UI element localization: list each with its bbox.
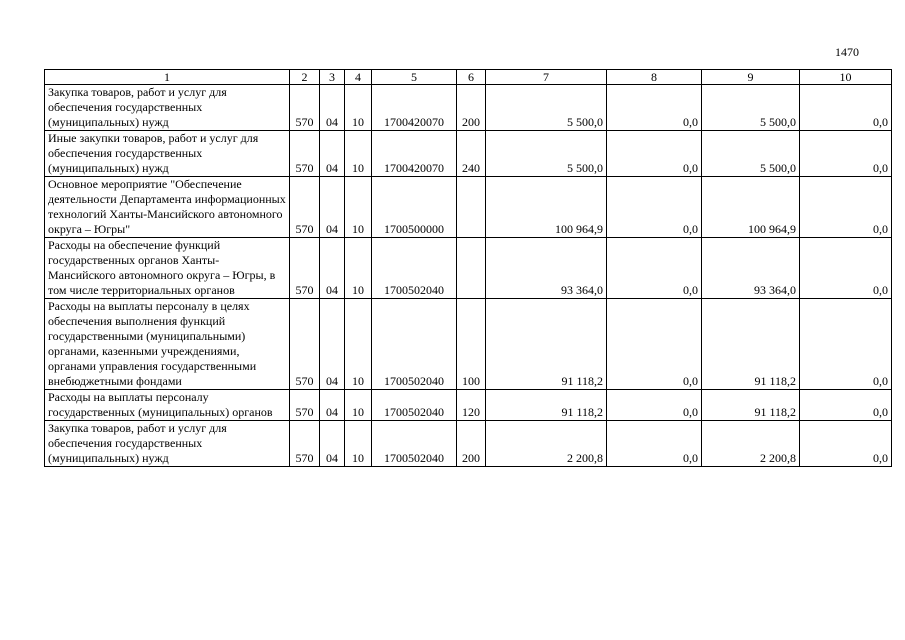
- cell-col10: 0,0: [800, 85, 892, 131]
- cell-col2: 570: [290, 299, 320, 390]
- cell-col7: 2 200,8: [486, 421, 607, 467]
- cell-col8: 0,0: [607, 131, 702, 177]
- row-name: Расходы на выплаты персоналу в целях обеспечения выполнения функций государственными (муниципальными) органами, казенными учреждениями, органами управления государственными внебюджетными фондами: [45, 299, 290, 390]
- header-row: [45, 70, 892, 85]
- row-name: Закупка товаров, работ и услуг для обеспечения государственных (муниципальных) нужд: [45, 85, 290, 131]
- cell-col5: 1700500000: [372, 177, 457, 238]
- cell-col7: 5 500,0: [486, 85, 607, 131]
- cell-col4: 10: [345, 421, 372, 467]
- cell-col10: 0,0: [800, 238, 892, 299]
- cell-col5: 1700420070: [372, 85, 457, 131]
- cell-col6: 200: [457, 421, 486, 467]
- col-header: 1: [45, 70, 290, 85]
- col-header: 7: [486, 70, 607, 85]
- cell-col8: 0,0: [607, 421, 702, 467]
- cell-col4: 10: [345, 131, 372, 177]
- cell-col6: 240: [457, 131, 486, 177]
- cell-col2: 570: [290, 177, 320, 238]
- cell-col8: 0,0: [607, 85, 702, 131]
- cell-col3: 04: [320, 238, 345, 299]
- cell-col8: 0,0: [607, 299, 702, 390]
- row-name: Иные закупки товаров, работ и услуг для обеспечения государственных (муниципальных) нужд: [45, 131, 290, 177]
- cell-col5: 1700502040: [372, 390, 457, 421]
- row-name: Расходы на обеспечение функций государственных органов Ханты-Мансийского автономного округа – Югры, в том числе территориальных органов: [45, 238, 290, 299]
- cell-col8: 0,0: [607, 238, 702, 299]
- cell-col4: 10: [345, 299, 372, 390]
- cell-col9: 93 364,0: [702, 238, 800, 299]
- table-row: [45, 238, 892, 299]
- cell-col9: 91 118,2: [702, 299, 800, 390]
- col-header: 3: [320, 70, 345, 85]
- table-row: [45, 421, 892, 467]
- cell-col4: 10: [345, 390, 372, 421]
- col-header: 4: [345, 70, 372, 85]
- cell-col7: 91 118,2: [486, 390, 607, 421]
- cell-col6: [457, 238, 486, 299]
- cell-col6: 120: [457, 390, 486, 421]
- cell-col3: 04: [320, 390, 345, 421]
- col-header: 2: [290, 70, 320, 85]
- cell-col5: 1700420070: [372, 131, 457, 177]
- cell-col10: 0,0: [800, 421, 892, 467]
- cell-col9: 100 964,9: [702, 177, 800, 238]
- cell-col9: 5 500,0: [702, 85, 800, 131]
- cell-col4: 10: [345, 85, 372, 131]
- cell-col3: 04: [320, 85, 345, 131]
- cell-col3: 04: [320, 421, 345, 467]
- cell-col2: 570: [290, 238, 320, 299]
- table-row: [45, 299, 892, 390]
- cell-col5: 1700502040: [372, 421, 457, 467]
- cell-col7: 93 364,0: [486, 238, 607, 299]
- cell-col6: 100: [457, 299, 486, 390]
- cell-col6: 200: [457, 85, 486, 131]
- cell-col4: 10: [345, 177, 372, 238]
- col-header: 10: [800, 70, 892, 85]
- cell-col3: 04: [320, 131, 345, 177]
- cell-col2: 570: [290, 131, 320, 177]
- row-name: Основное мероприятие "Обеспечение деятельности Департамента информационных технологий Ханты-Мансийского автономного округа – Югры": [45, 177, 290, 238]
- col-header: 5: [372, 70, 457, 85]
- cell-col8: 0,0: [607, 177, 702, 238]
- table-row: [45, 177, 892, 238]
- cell-col9: 2 200,8: [702, 421, 800, 467]
- table-row: [45, 390, 892, 421]
- budget-table: [44, 69, 892, 467]
- cell-col4: 10: [345, 238, 372, 299]
- row-name: Расходы на выплаты персоналу государственных (муниципальных) органов: [45, 390, 290, 421]
- table-row: [45, 85, 892, 131]
- cell-col10: 0,0: [800, 131, 892, 177]
- cell-col9: 5 500,0: [702, 131, 800, 177]
- cell-col2: 570: [290, 85, 320, 131]
- cell-col3: 04: [320, 299, 345, 390]
- cell-col2: 570: [290, 421, 320, 467]
- col-header: 8: [607, 70, 702, 85]
- cell-col9: 91 118,2: [702, 390, 800, 421]
- cell-col5: 1700502040: [372, 299, 457, 390]
- cell-col3: 04: [320, 177, 345, 238]
- page-number: 1470: [835, 45, 859, 59]
- table-row: [45, 131, 892, 177]
- cell-col7: 5 500,0: [486, 131, 607, 177]
- cell-col10: 0,0: [800, 390, 892, 421]
- cell-col5: 1700502040: [372, 238, 457, 299]
- col-header: 9: [702, 70, 800, 85]
- cell-col7: 100 964,9: [486, 177, 607, 238]
- cell-col10: 0,0: [800, 299, 892, 390]
- cell-col2: 570: [290, 390, 320, 421]
- row-name: Закупка товаров, работ и услуг для обеспечения государственных (муниципальных) нужд: [45, 421, 290, 467]
- cell-col10: 0,0: [800, 177, 892, 238]
- cell-col7: 91 118,2: [486, 299, 607, 390]
- col-header: 6: [457, 70, 486, 85]
- cell-col6: [457, 177, 486, 238]
- cell-col8: 0,0: [607, 390, 702, 421]
